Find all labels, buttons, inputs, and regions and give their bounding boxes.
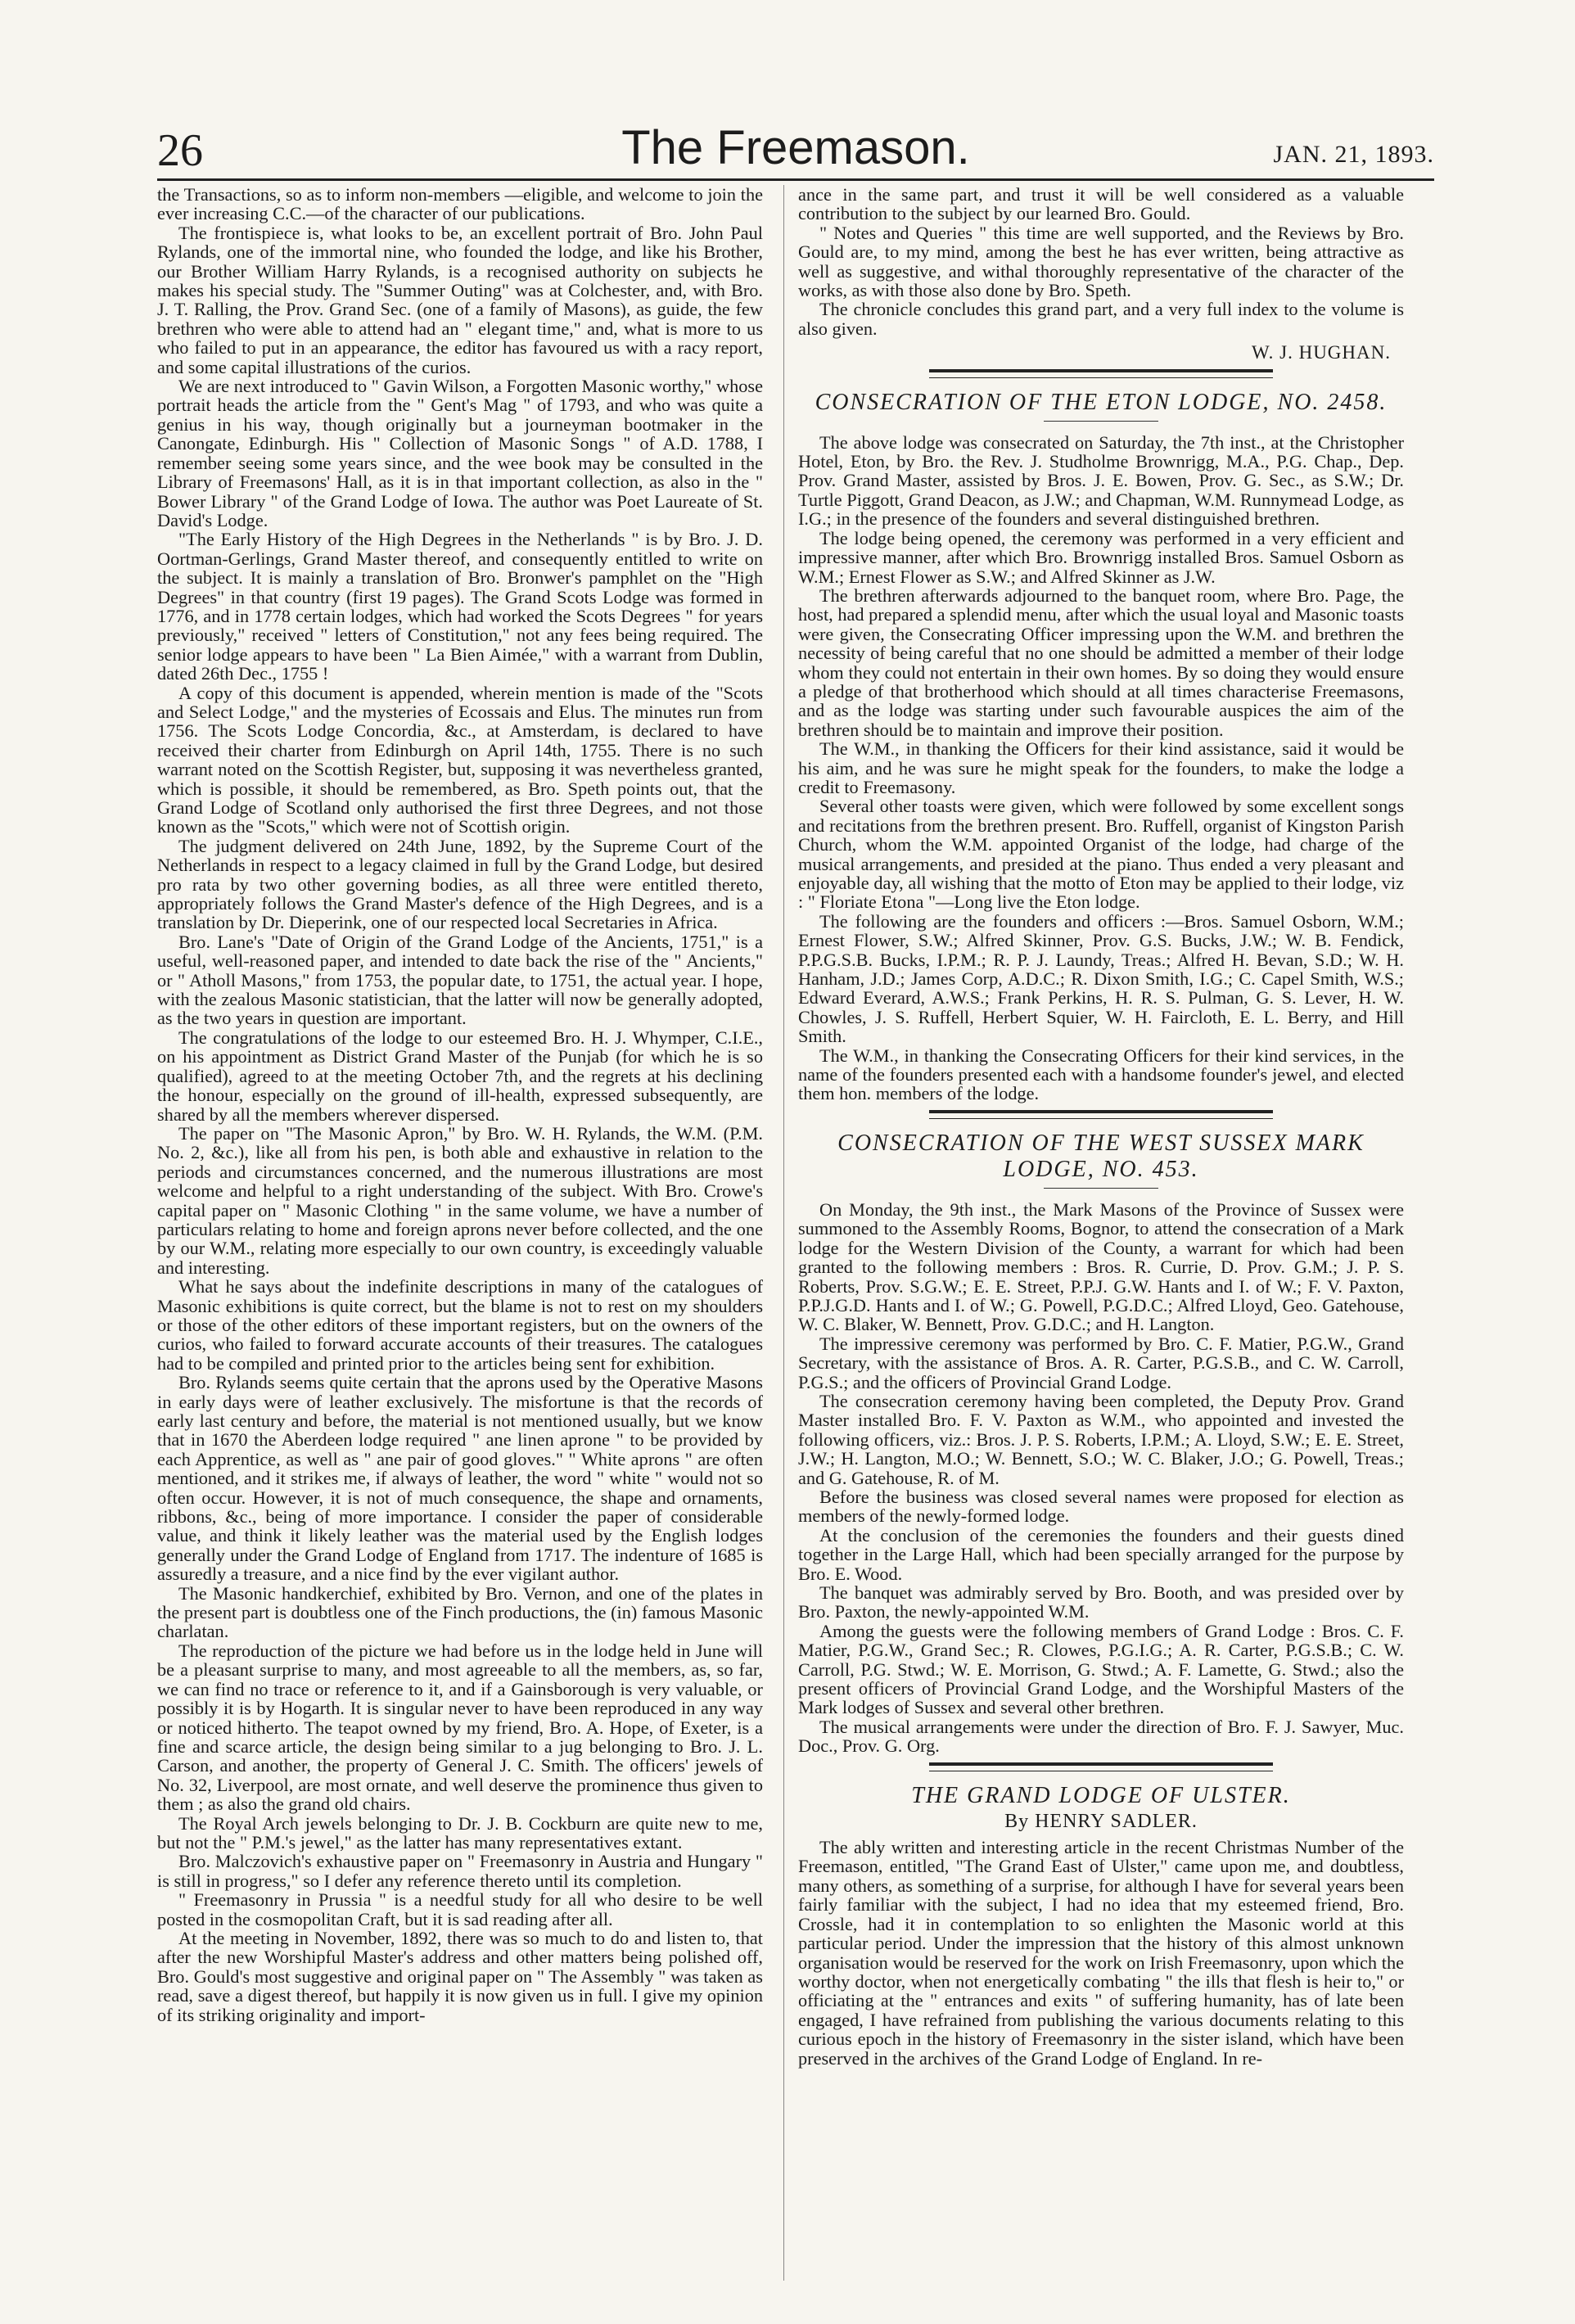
article-paragraph: The above lodge was consecrated on Saturday, the 7th inst., at the Christopher Hotel, Eton, by Bro. the Rev. J. Studholme Brownrigg, M.A., P.G. Chap., Dep. Prov. Grand Master, assisted by Bros. J. E. Bowen, Prov. G. Sec., as S.W.; Dr. Turtle Piggott, Grand Deacon, as J.W.; and Chapman, W.M. Runnymead Lodge, as I.G.; in the presence of the founders and several distinguished brethren. bbox=[798, 431, 1404, 530]
article-paragraph: The congratulations of the lodge to our esteemed Bro. H. J. Whymper, C.I.E., on his appointment as District Grand Master of the Punjab (for which he is so qualified), agreed to at the meeting October 7th, and the regrets at his declining the honour, especially on the ground of ill-health, expressed subsequently, are shared by all the members wherever dispersed. bbox=[157, 1027, 763, 1125]
article-paragraph: the Transactions, so as to inform non-members —eligible, and welcome to join the ever increasing C.C.—of the character of our publications. bbox=[157, 185, 763, 224]
article-paragraph: The Masonic handkerchief, exhibited by Bro. Vernon, and one of the plates in the present part is doubtless one of the Finch productions, the (in) famous Masonic charlatan. bbox=[157, 1582, 763, 1642]
article-paragraph: The judgment delivered on 24th June, 1892, by the Supreme Court of the Netherlands in respect to a legacy claimed in full by the Grand Lodge, but desired pro rata by two other governing bodies, as all three were entitled thereto, appropriately follows the Grand Master's defence of the High Degrees, and is a translation by Dr. Dieperink, one of our respected local Secretaries in Africa. bbox=[157, 835, 763, 933]
column-divider bbox=[783, 185, 784, 2281]
article-paragraph: A copy of this document is appended, wherein mention is made of the "Scots and Select Lodge," and the mysteries of Ecossais and Elus. The minutes run from 1756. The Scots Lodge Concordia, &c., at Amsterdam, is declared to have received their charter from Edinburgh on April 14th, 1755. There is no such warrant noted on the Scottish Register, but, supposing it was nevertheless granted, which is possible, it should be remembered, as Bro. Speth points out, that the Grand Lodge of Scotland only authorised the first three Degrees, and not those known as the "Scots," which were not of Scottish origin. bbox=[157, 682, 763, 837]
article-paragraph: " Notes and Queries " this time are well supported, and the Reviews by Bro. Gould are, to my mind, among the best he has ever written, being attractive as well as suggestive, and withal thoroughly representative of the character of the works, as with those also done by Bro. Speth. bbox=[798, 222, 1404, 301]
article-paragraph: Among the guests were the following members of Grand Lodge : Bros. C. F. Matier, P.G.W., Grand Sec.; R. Clowes, P.G.I.G.; A. R. Carter, P.G.S.B.; C. W. Carroll, P.G. Stwd.; W. E. Morrison, G. Stwd.; A. F. Lamette, G. Stwd.; also the present officers of Provincial Grand Lodge, and the Worshipful Masters of the Mark lodges of Sussex and several other brethren. bbox=[798, 1620, 1404, 1718]
article-paragraph: The paper on "The Masonic Apron," by Bro. W. H. Rylands, the W.M. (P.M. No. 2, &c.), like all from his pen, is both able and exhaustive in relation to the periods and circumstances concerned, and the numerous illustrations are most welcome and helpful to a right understanding of the subject. With Bro. Crowe's capital paper on " Masonic Clothing " in the same volume, we have a number of particulars relating to home and foreign aprons never before collected, and the one by our W.M., relating more especially to our own country, is exceedingly valuable and interesting. bbox=[157, 1122, 763, 1278]
article-paragraph: Bro. Malczovich's exhaustive paper on " Freemasonry in Austria and Hungary " is still in progress," so I defer any reference thereto until its completion. bbox=[157, 1851, 763, 1891]
west-sussex-lodge-heading: CONSECRATION OF THE WEST SUSSEX MARK LODGE, NO. 453. bbox=[837, 1130, 1365, 1182]
article-paragraph: The chronicle concludes this grand part, and a very full index to the volume is also given. bbox=[798, 299, 1404, 339]
left-column bbox=[157, 185, 763, 2281]
section-rule bbox=[929, 1762, 1273, 1771]
article-paragraph: The ably written and interesting article in the recent Christmas Number of the Freemason, entitled, "The Grand East of Ulster," came upon me, and doubtless, many others, as something of a surprise, for although I have for several years been fairly familiar with the subject, I had no idea that my esteemed friend, Bro. Crossle, had it in contemplation to so enlighten the Masonic world at this particular period. Under the impression that the history of this almost unknown organisation would be reserved for the work on Irish Freemasonry, upon which the worthy doctor, when not energetically combating " the ills that flesh is heir to," or officiating at the " entrances and exits " of suffering humanity, has of late been engaged, I have refrained from publishing the various documents relating to this curious epoch in the history of Freemasonry in the sister island, which have been preserved in the archives of the Grand Lodge of England. In re- bbox=[798, 1837, 1404, 2069]
article-byline: By HENRY SADLER. bbox=[1004, 1810, 1198, 1832]
article-paragraph: ance in the same part, and trust it will be well considered as a valuable contribution to the subject by our learned Bro. Gould. bbox=[798, 185, 1404, 224]
article-paragraph: The banquet was admirably served by Bro. Booth, and was presided over by Bro. Paxton, the newly-appointed W.M. bbox=[798, 1582, 1404, 1622]
heading-rule bbox=[1044, 421, 1158, 422]
article-paragraph: The musical arrangements were under the direction of Bro. F. J. Sawyer, Muc. Doc., Prov. G. Org. bbox=[798, 1716, 1404, 1757]
article-paragraph: What he says about the indefinite descriptions in many of the catalogues of Masonic exhibitions is quite correct, but the blame is not to rest on my shoulders or those of the other editors of these important registers, but on the owners of the curios, who failed to forward accurate accounts of their treasures. The catalogues had to be compiled and printed prior to the articles being sent for exhibition. bbox=[157, 1276, 763, 1374]
article-paragraph: Bro. Lane's "Date of Origin of the Grand Lodge of the Ancients, 1751," is a useful, well-reasoned paper, and intended to date back the rise of the " Ancients," or " Atholl Masons," from 1753, the popular date, to 1751, the actual year. I hope, with the zealous Masonic statistician, that the latter will now be generally adopted, as the two years in question are important. bbox=[157, 931, 763, 1029]
right-column bbox=[798, 185, 1404, 2281]
issue-date: JAN. 21, 1893. bbox=[1273, 141, 1434, 168]
article-paragraph: The following are the founders and officers :—Bros. Samuel Osborn, W.M.; Ernest Flower, S.W.; Alfred Skinner, Prov. G.S. Bucks, J.W.; W. B. Fendick, P.P.G.S.B. Bucks, I.P.M.; R. P. J. Laundy, Treas.; Alfred H. Bevan, S.D.; W. H. Hanham, J.D.; James Corp, A.D.C.; R. Dixon Smith, I.G.; C. Capel Smith, W.S.; Edward Everard, A.W.S.; Frank Perkins, H. R. S. Pulman, G. S. Lever, H. W. Chowles, J. S. Ruffell, Herbert Squier, W. H. Faircloth, E. L. Berry, and Hill Smith. bbox=[798, 910, 1404, 1047]
article-paragraph: The reproduction of the picture we had before us in the lodge held in June will be a pleasant surprise to many, and most agreeable to all the members, as, so far, we can find no trace or reference to it, and if a Gainsborough is very valuable, or possibly it is by Hogarth. It is singular never to have been reproduced in any way or noticed hitherto. The teapot owned by my friend, Bro. A. Hope, of Exeter, is a fine and scarce article, the design being similar to a jug belonging to Bro. J. L. Carson, and another, the property of General J. C. Smith. The officers' jewels of No. 32, Liverpool, are most ornate, and well deserve the prominence thus given to them ; as also the grand old chairs. bbox=[157, 1640, 763, 1815]
article-paragraph: At the conclusion of the ceremonies the founders and their guests dined together in the Large Hall, which had been specially arranged for the purpose by Bro. E. Wood. bbox=[798, 1524, 1404, 1584]
author-signature: W. J. HUGHAN. bbox=[1252, 342, 1391, 363]
article-paragraph: At the meeting in November, 1892, there was so much to do and listen to, that after the new Worshipful Master's address and other matters being polished off, Bro. Gould's most suggestive and original paper on " The Assembly " was taken as read, save a digest thereof, but happily it is now given us in full. I give my opinion of its striking originality and import- bbox=[157, 1927, 763, 2025]
masthead bbox=[157, 123, 1434, 181]
article-paragraph: On Monday, the 9th inst., the Mark Masons of the Province of Sussex were summoned to the Assembly Rooms, Bognor, to attend the consecration of a Mark lodge for the Western Division of the County, a warrant for which had been granted to the following members : Bros. R. Currie, D. Prov. G.M.; J. P. S. Roberts, Prov. S.G.W.; E. E. Street, P.P.J. G.W. Hants and I. of W.; F. V. Paxton, P.P.J.G.D. Hants and I. of W.; G. Powell, P.G.D.C.; Alfred Lloyd, Geo. Gatehouse, W. C. Blaker, W. Bennett, Prov. G.D.C.; and H. Langton. bbox=[798, 1198, 1404, 1335]
article-paragraph: Several other toasts were given, which were followed by some excellent songs and recitations from the brethren present. Bro. Ruffell, organist of Kingston Parish Church, whom the W.M. appointed Organist of the lodge, had charge of the musical arrangements, and presided at the piano. Thus ended a very pleasant and enjoyable day, all wishing that the motto of Eton may be applied to their lodge, viz : " Floriate Etona "—Long live the Eton lodge. bbox=[798, 796, 1404, 913]
newspaper-title: The Freemason. bbox=[621, 121, 970, 174]
article-paragraph: "The Early History of the High Degrees in the Netherlands " is by Bro. J. D. Oortman-Gerlings, Grand Master thereof, and consequently entitled to write on the subject. It is mainly a translation of Bro. Bronwer's pamphlet on the "High Degrees" in that country (first 19 pages). The Grand Scots Lodge was formed in 1776, and in 1778 certain lodges, which had worked the Scots Degrees " for years previously," received " letters of Constitution," not any fees being required. The senior lodge appears to have been " La Bien Aimée," with a warrant from Dublin, dated 26th Dec., 1755 ! bbox=[157, 529, 763, 684]
section-rule bbox=[929, 369, 1273, 378]
article-paragraph: The brethren afterwards adjourned to the banquet room, where Bro. Page, the host, had prepared a splendid menu, after which the usual loyal and Masonic toasts were given, the Consecrating Officer impressing upon the W.M. and brethren the necessity of being careful that no one should be admitted a member of their lodge whom they could not entertain in their own homes. By so doing they would ensure a pledge of that brotherhood which should at all times characterise Freemasons, and as the lodge was starting under such favourable auspices the aim of the brethren should be to maintain and improve their position. bbox=[798, 584, 1404, 740]
article-paragraph: The W.M., in thanking the Consecrating Officers for their kind services, in the name of the founders presented each with a handsome founder's jewel, and elected them hon. members of the lodge. bbox=[798, 1045, 1404, 1104]
article-paragraph: The W.M., in thanking the Officers for their kind assistance, said it would be his aim, and he was sure he might speak for the founders, to make the lodge a credit to Freemasony. bbox=[798, 738, 1404, 797]
article-paragraph: " Freemasonry in Prussia " is a needful study for all who desire to be well posted in the cosmopolitan Craft, but it is sad reading after all. bbox=[157, 1889, 763, 1929]
article-paragraph: Bro. Rylands seems quite certain that the aprons used by the Operative Masons in early days were of leather exclusively. The misfortune is that the records of early last century and before, the material is not mentioned usually, but we know that in 1670 the Aberdeen lodge required " ane linen aprone " to be provided by each Apprentice, as well as " ane pair of good gloves." " White aprons " are often mentioned, and it strikes me, if always of leather, the word " white " would not so often occur. However, it is not of much consequence, the shape and ornaments, ribbons, &c., being of more importance. I consider the paper of considerable value, and think it likely leather was the material used by the English lodges generally under the Grand Lodge of England from 1717. The indenture of 1685 is assuredly a treasure, and a nice find by the ever vigilant author. bbox=[157, 1372, 763, 1585]
article-paragraph: The lodge being opened, the ceremony was performed in a very efficient and impressive manner, after which Bro. Brownrigg installed Bros. Samuel Osborn as W.M.; Ernest Flower as S.W.; and Alfred Skinner as J.W. bbox=[798, 527, 1404, 587]
eton-lodge-heading: CONSECRATION OF THE ETON LODGE, NO. 2458. bbox=[815, 389, 1388, 415]
article-paragraph: The consecration ceremony having been completed, the Deputy Prov. Grand Master installed Bro. F. V. Paxton as W.M., who appointed and invested the following officers, viz.: Bros. J. P. S. Roberts, I.P.M.; A. Lloyd, S.W.; E. E. Street, J.W.; H. Langton, M.O.; W. Bennett, S.O.; W. C. Blaker, J.O.; G. Powell, Treas.; and G. Gatehouse, R. of M. bbox=[798, 1390, 1404, 1488]
article-paragraph: We are next introduced to " Gavin Wilson, a Forgotten Masonic worthy," whose portrait heads the article from the " Gent's Mag " of 1793, and who was quite a genius in his way, though originally but a journeyman bootmaker in the Canongate, Edinburgh. His " Collection of Masonic Songs " of A.D. 1788, I remember seeing some years since, and the wee book may be consulted in the Library of Freemasons' Hall, as it is in that important collection, as also in the " Bower Library " of the Grand Lodge of Iowa. The author was Poet Laureate of St. David's Lodge. bbox=[157, 376, 763, 530]
article-paragraph: The frontispiece is, what looks to be, an excellent portrait of Bro. John Paul Rylands, one of the immortal nine, who founded the lodge, and like his Brother, our Brother William Harry Rylands, is a recognised authority on subjects he makes his special study. The "Summer Outing" was at Colchester, and, with Bro. J. T. Ralling, the Prov. Grand Sec. (one of a family of Masons), as guide, the few brethren who were able to attend had an " elegant time," and, what is more to us who failed to put in an appearance, the editor has favoured us with a racy report, and some capital illustrations of the curios. bbox=[157, 222, 763, 377]
grand-lodge-ulster-heading: THE GRAND LODGE OF ULSTER. bbox=[911, 1782, 1291, 1808]
article-paragraph: Before the business was closed several names were proposed for election as members of the newly-formed lodge. bbox=[798, 1486, 1404, 1527]
article-paragraph: The Royal Arch jewels belonging to Dr. J. B. Cockburn are quite new to me, but not the " P.M.'s jewel," as the latter has many representatives extant. bbox=[157, 1812, 763, 1852]
article-paragraph: The impressive ceremony was performed by Bro. C. F. Matier, P.G.W., Grand Secretary, with the assistance of Bros. A. R. Carter, P.G.S.B., and C. W. Carroll, P.G.S.; and the officers of Provincial Grand Lodge. bbox=[798, 1333, 1404, 1392]
heading-rule bbox=[1044, 1188, 1158, 1189]
page-number: 26 bbox=[157, 125, 203, 176]
section-rule bbox=[929, 1110, 1273, 1119]
